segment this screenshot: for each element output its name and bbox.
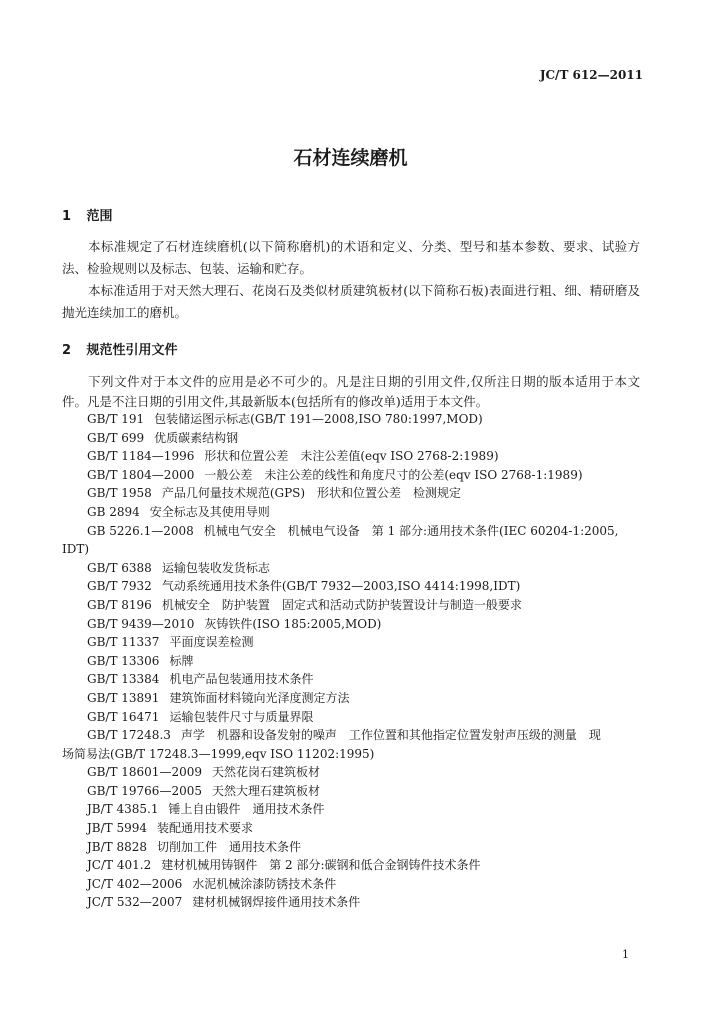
reference-code: JB/T 4385.1 <box>87 802 159 817</box>
reference-item <box>62 633 642 652</box>
reference-title: 天然大理石建筑板材 <box>211 783 320 798</box>
reference-code: GB/T 11337 <box>87 635 160 650</box>
reference-item <box>62 800 642 819</box>
reference-item <box>62 893 642 912</box>
section-heading-normative-references <box>62 339 178 358</box>
reference-code: GB/T 1184—1996 <box>87 449 195 464</box>
reference-item <box>62 503 642 522</box>
reference-code: JC/T 402—2006 <box>87 876 183 891</box>
references-intro: 下列文件对于本文件的应用是必不可少的。凡是注日期的引用文件,仅所注日期的版本适用于本文件。凡是不注日期的引用文件,其最新版本(包括所有的修改单)适用于本文件。 <box>62 374 640 409</box>
reference-item <box>62 856 642 875</box>
reference-item <box>62 429 642 448</box>
reference-title: 优质碳素结构钢 <box>154 430 239 445</box>
reference-title: 水泥机械涂漆防锈技术条件 <box>192 876 337 891</box>
reference-title: 机械电气安全 机械电气设备 第 1 部分:通用技术条件(IEC 60204-1:2005, <box>203 523 619 538</box>
reference-title: 灰铸铁件(ISO 185:2005,MOD) <box>204 616 382 631</box>
reference-title: 声学 机器和设备发射的噪声 工作位置和其他指定位置发射声压级的测量 现 <box>180 728 601 743</box>
reference-title: 运输包装件尺寸与质量界限 <box>169 709 314 724</box>
reference-item <box>62 838 642 857</box>
section-title: 范围 <box>86 209 113 224</box>
reference-title: 机械安全 防护装置 固定式和活动式防护装置设计与制造一般要求 <box>161 597 522 612</box>
section-heading-scope <box>62 205 113 224</box>
reference-code: GB/T 9439—2010 <box>87 616 195 631</box>
reference-title-continuation: IDT) <box>62 542 90 557</box>
section-number: 1 <box>62 209 72 224</box>
section-number: 2 <box>62 343 72 358</box>
reference-title: 建材机械用铸钢件 第 2 部分:碳钢和低合金钢铸件技术条件 <box>161 858 481 873</box>
reference-item <box>62 577 642 596</box>
reference-item <box>62 615 642 634</box>
reference-item <box>62 875 642 894</box>
reference-title: 安全标志及其使用导则 <box>149 504 270 519</box>
scope-paragraph-1: 本标准规定了石材连续磨机(以下简称磨机)的术语和定义、分类、型号和基本参数、要求、试验方法、检验规则以及标志、包装、运输和贮存。 <box>62 239 640 276</box>
document-title: 石材连续磨机 <box>293 147 408 169</box>
reference-item <box>62 708 642 727</box>
reference-title: 形状和位置公差 未注公差值(eqv ISO 2768-2:1989) <box>204 449 499 464</box>
reference-title: 锤上自由锻件 通用技术条件 <box>168 802 325 817</box>
reference-code: GB/T 1958 <box>87 486 152 501</box>
reference-title: 建筑饰面材料镜向光泽度测定方法 <box>169 690 350 705</box>
standard-number: JC/T 612—2011 <box>539 68 643 82</box>
reference-item <box>62 670 642 689</box>
reference-title: 产品几何量技术规范(GPS) 形状和位置公差 检测规定 <box>161 486 462 501</box>
reference-code: GB 2894 <box>87 504 140 519</box>
reference-item <box>62 652 642 671</box>
reference-item <box>62 596 642 615</box>
reference-item <box>62 447 642 466</box>
reference-code: GB/T 17248.3 <box>87 728 171 743</box>
reference-title: 一般公差 未注公差的线性和角度尺寸的公差(eqv ISO 2768-1:1989) <box>204 467 583 482</box>
reference-list <box>62 410 642 912</box>
reference-item <box>62 410 642 429</box>
page-number: 1 <box>622 948 629 961</box>
reference-item <box>62 522 642 559</box>
reference-code: JC/T 532—2007 <box>87 895 183 910</box>
reference-item <box>62 763 642 782</box>
reference-title: 天然花岗石建筑板材 <box>211 765 320 780</box>
reference-code: GB/T 13306 <box>87 653 160 668</box>
reference-title: 气动系统通用技术条件(GB/T 7932—2003,ISO 4414:1998,IDT) <box>161 579 521 594</box>
reference-item <box>62 466 642 485</box>
reference-item <box>62 819 642 838</box>
reference-title: 机电产品包装通用技术条件 <box>169 672 314 687</box>
reference-code: GB 5226.1—2008 <box>87 523 194 538</box>
reference-title: 平面度误差检测 <box>169 635 254 650</box>
reference-title-continuation: 场简易法(GB/T 17248.3—1999,eqv ISO 11202:1995) <box>62 746 375 761</box>
reference-item <box>62 782 642 801</box>
reference-code: GB/T 191 <box>87 412 145 426</box>
reference-title: 装配通用技术要求 <box>157 821 254 836</box>
reference-code: GB/T 13891 <box>87 690 160 705</box>
reference-code: GB/T 18601—2009 <box>87 765 202 780</box>
scope-paragraph-2: 本标准适用于对天然大理石、花岗石及类似材质建筑板材(以下简称石板)表面进行粗、细、精研磨及抛光连续加工的磨机。 <box>62 283 640 320</box>
reference-code: GB/T 16471 <box>87 709 160 724</box>
reference-title: 运输包装收发货标志 <box>161 560 270 575</box>
reference-title: 标牌 <box>169 653 194 668</box>
reference-code: GB/T 699 <box>87 430 145 445</box>
section-title: 规范性引用文件 <box>86 343 178 358</box>
reference-code: JB/T 8828 <box>87 839 148 854</box>
reference-title: 建材机械钢焊接件通用技术条件 <box>192 895 361 910</box>
reference-code: GB/T 7932 <box>87 579 152 594</box>
reference-item <box>62 726 642 763</box>
reference-code: JB/T 5994 <box>87 821 148 836</box>
reference-title: 包装储运图示标志(GB/T 191—2008,ISO 780:1997,MOD) <box>154 412 483 426</box>
reference-item <box>62 484 642 503</box>
reference-code: GB/T 8196 <box>87 597 152 612</box>
reference-code: GB/T 6388 <box>87 560 152 575</box>
reference-code: GB/T 1804—2000 <box>87 467 195 482</box>
reference-code: GB/T 13384 <box>87 672 160 687</box>
reference-item <box>62 559 642 578</box>
reference-item <box>62 689 642 708</box>
reference-code: JC/T 401.2 <box>87 858 152 873</box>
reference-title: 切削加工件 通用技术条件 <box>157 839 302 854</box>
reference-code: GB/T 19766—2005 <box>87 783 202 798</box>
